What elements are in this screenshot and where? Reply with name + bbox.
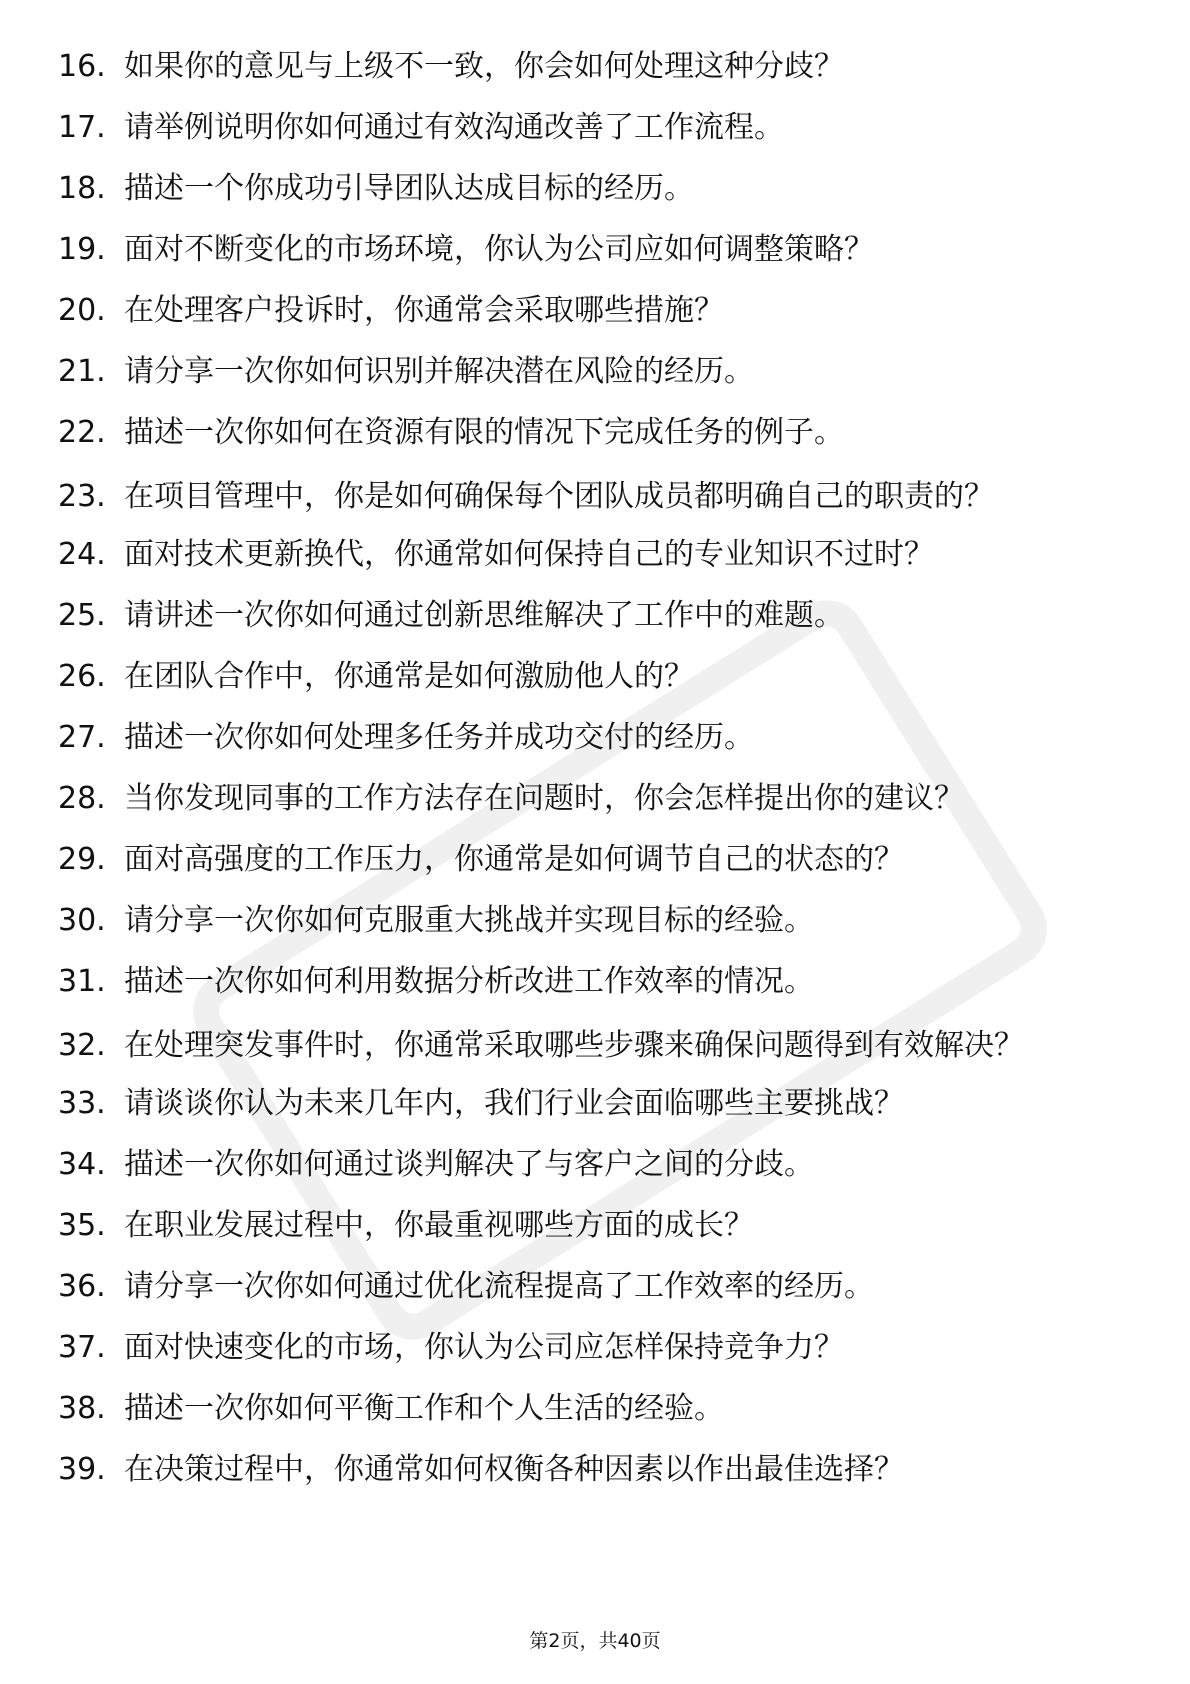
list-item bbox=[58, 416, 1138, 450]
item-number: 22. bbox=[58, 415, 106, 450]
item-number: 39. bbox=[58, 1452, 106, 1487]
item-number: 16. bbox=[58, 49, 106, 84]
item-number: 18. bbox=[58, 171, 106, 206]
item-number: 25. bbox=[58, 598, 106, 633]
item-number: 32. bbox=[58, 1028, 106, 1063]
list-item bbox=[58, 965, 1138, 999]
item-number: 28. bbox=[58, 781, 106, 816]
list-item bbox=[58, 1148, 1138, 1182]
list-item bbox=[58, 1331, 1138, 1365]
item-number: 38. bbox=[58, 1391, 106, 1426]
item-text: 在处理客户投诉时，你通常会采取哪些措施？ bbox=[124, 293, 724, 328]
item-text: 描述一次你如何利用数据分析改进工作效率的情况。 bbox=[124, 964, 814, 999]
list-item bbox=[58, 355, 1138, 389]
list-item bbox=[58, 660, 1138, 694]
item-text: 当你发现同事的工作方法存在问题时，你会怎样提出你的建议？ bbox=[124, 781, 964, 816]
list-item bbox=[58, 599, 1138, 633]
item-text: 在职业发展过程中，你最重视哪些方面的成长？ bbox=[124, 1208, 754, 1243]
item-text: 在项目管理中，你是如何确保每个团队成员都明确自己的职责的？ bbox=[124, 479, 994, 514]
list-item bbox=[58, 782, 1138, 816]
item-number: 37. bbox=[58, 1330, 106, 1365]
list-item bbox=[58, 721, 1138, 755]
item-text: 描述一次你如何平衡工作和个人生活的经验。 bbox=[124, 1391, 724, 1426]
list-item bbox=[58, 477, 1138, 517]
list-item bbox=[58, 1087, 1138, 1121]
question-list bbox=[58, 50, 1138, 1514]
item-text: 面对不断变化的市场环境，你认为公司应如何调整策略？ bbox=[124, 232, 874, 267]
item-text: 请分享一次你如何克服重大挑战并实现目标的经验。 bbox=[124, 903, 814, 938]
item-text: 请分享一次你如何识别并解决潜在风险的经历。 bbox=[124, 354, 754, 389]
item-text: 在处理突发事件时，你通常采取哪些步骤来确保问题得到有效解决？ bbox=[124, 1028, 1024, 1063]
item-text: 请谈谈你认为未来几年内，我们行业会面临哪些主要挑战？ bbox=[124, 1086, 904, 1121]
list-item bbox=[58, 1270, 1138, 1304]
item-text: 请分享一次你如何通过优化流程提高了工作效率的经历。 bbox=[124, 1269, 874, 1304]
item-number: 26. bbox=[58, 659, 106, 694]
item-number: 27. bbox=[58, 720, 106, 755]
item-number: 19. bbox=[58, 232, 106, 267]
item-text: 请举例说明你如何通过有效沟通改善了工作流程。 bbox=[124, 110, 784, 145]
item-text: 如果你的意见与上级不一致，你会如何处理这种分歧？ bbox=[124, 49, 844, 84]
item-text: 面对高强度的工作压力，你通常是如何调节自己的状态的？ bbox=[124, 842, 904, 877]
item-number: 35. bbox=[58, 1208, 106, 1243]
item-number: 31. bbox=[58, 964, 106, 999]
list-item bbox=[58, 904, 1138, 938]
list-item bbox=[58, 1026, 1138, 1066]
page-number-label: 第2页，共40页 bbox=[529, 1630, 661, 1652]
item-text: 面对快速变化的市场，你认为公司应怎样保持竞争力？ bbox=[124, 1330, 844, 1365]
item-text: 描述一次你如何处理多任务并成功交付的经历。 bbox=[124, 720, 754, 755]
item-number: 30. bbox=[58, 903, 106, 938]
list-item bbox=[58, 294, 1138, 328]
list-item bbox=[58, 538, 1138, 572]
item-number: 29. bbox=[58, 842, 106, 877]
list-item bbox=[58, 111, 1138, 145]
page-footer bbox=[0, 1626, 1190, 1653]
list-item bbox=[58, 1209, 1138, 1243]
item-text: 描述一个你成功引导团队达成目标的经历。 bbox=[124, 171, 694, 206]
item-number: 34. bbox=[58, 1147, 106, 1182]
item-number: 33. bbox=[58, 1086, 106, 1121]
item-number: 24. bbox=[58, 537, 106, 572]
item-text: 描述一次你如何通过谈判解决了与客户之间的分歧。 bbox=[124, 1147, 814, 1182]
item-number: 17. bbox=[58, 110, 106, 145]
item-text: 面对技术更新换代，你通常如何保持自己的专业知识不过时？ bbox=[124, 537, 934, 572]
list-item bbox=[58, 50, 1138, 84]
list-item bbox=[58, 1392, 1138, 1426]
list-item bbox=[58, 172, 1138, 206]
list-item bbox=[58, 1453, 1138, 1487]
item-text: 请讲述一次你如何通过创新思维解决了工作中的难题。 bbox=[124, 598, 844, 633]
item-number: 36. bbox=[58, 1269, 106, 1304]
item-number: 21. bbox=[58, 354, 106, 389]
list-item bbox=[58, 233, 1138, 267]
item-number: 20. bbox=[58, 293, 106, 328]
item-text: 在团队合作中，你通常是如何激励他人的？ bbox=[124, 659, 694, 694]
item-text: 在决策过程中，你通常如何权衡各种因素以作出最佳选择？ bbox=[124, 1452, 904, 1487]
item-text: 描述一次你如何在资源有限的情况下完成任务的例子。 bbox=[124, 415, 844, 450]
list-item bbox=[58, 843, 1138, 877]
item-number: 23. bbox=[58, 479, 106, 514]
